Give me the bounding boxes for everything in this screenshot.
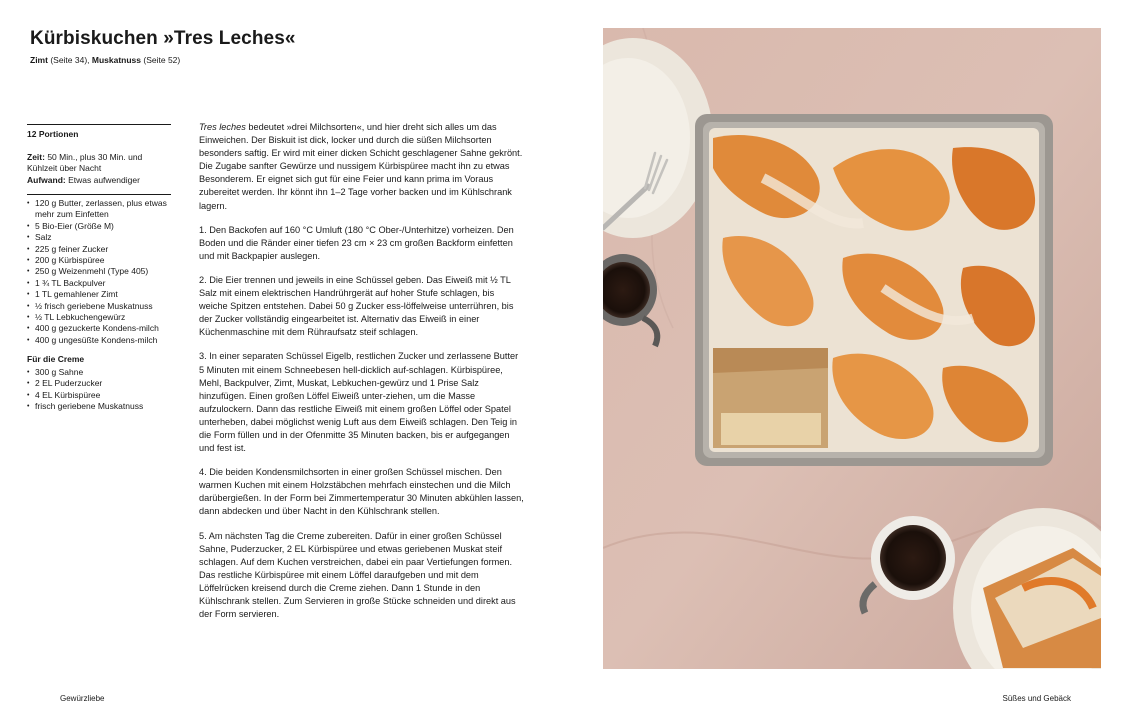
ingredient-item: • 1 ¾ TL Backpulver [27,278,171,289]
ingredient-item: • 1 TL gemahlener Zimt [27,289,171,300]
portions: 12 Portionen [27,129,79,139]
step-3: 3. In einer separaten Schüssel Eigelb, restlichen Zucker und zerlassene Butter 5 Minuten mit einem Schneebesen hell-dicklich auf-schlagen. Kürbispüree, Mehl, Backpulver, Zimt, Muskat, Lebkuchen-gewürz und 1 Prise Salz hinzufügen. Einen großen Löffel Eiweiß unter-ziehen, um die Masse aufzulockern. Dann das restliche Eiweiß mit einem großen Löffel oder Spatel unterheben, dabei möglichst wenig Luft aus dem Eiweiß schlagen. Den Teig in die Form füllen und in der Ofenmitte 35 Minuten backen, bis er aufgegangen und fest ist. [199,351,519,454]
ingredient-item: • 5 Bio-Eier (Größe M) [27,221,171,232]
step-5: 5. Am nächsten Tag die Creme zubereiten. Dafür in einer großen Schüssel Sahne, Puderzucker, 2 EL Kürbispüree und etwas geriebenen Muskat steif schlagen. Auf dem Kuchen verstreichen, dabei ein paar Vertiefungen formen. Das restliche Kürbispüree mit einem Löffel daraufgeben und mit dem Löffelrücken kreisend durch die Creme ziehen. Dann 1 Stunde in den Kühlschrank stellen. Zum Servieren in große Stücke schneiden und direkt aus der Form servieren. [199,530,516,620]
intro-paragraph [199,121,525,213]
footer-book-title: Gewürzliebe [60,694,105,703]
ingredient-item: • Salz [27,232,171,243]
spice-cinnamon: Zimt [30,55,48,65]
effort-value: Etwas aufwendiger [65,174,140,185]
ingredient-item: • 250 g Weizenmehl (Type 405) [27,266,171,277]
spice-references [30,55,180,65]
footer-chapter: Süßes und Gebäck [1002,694,1071,703]
creme-ingredient-list [27,367,171,413]
ingredient-item: • 400 g ungesüßte Kondens-milch [27,335,171,346]
recipe-sidebar [27,124,171,412]
time-info [27,152,171,175]
creme-ingredient-item: • 2 EL Puderzucker [27,378,171,389]
time-label: Zeit: [27,151,45,162]
step-4: 4. Die beiden Kondensmilchsorten in einer großen Schüssel mischen. Den warmen Kuchen mit einem Holzstäbchen mehrfach einstechen und die Milch darübergießen. In der Form bei Zimmertemperatur 30 Minuten abkühlen lassen, dann abdecken und über Nacht in den Kühlschrank stellen. [199,467,524,517]
divider-top [27,124,171,125]
step-1: 1. Den Backofen auf 160 °C Umluft (180 °C Ober-/Unterhitze) vorheizen. Den Boden und die Ränder einer tiefen 23 cm × 23 cm großen Backform einfetten und mit Backpapier auslegen. [199,224,514,261]
ingredient-item: • ½ frisch geriebene Muskatnuss [27,301,171,312]
recipe-method [199,121,525,632]
ingredient-item: • 200 g Kürbispüree [27,255,171,266]
spice-nutmeg: Muskatnuss [91,55,142,65]
intro-italic: Tres leches [199,122,246,132]
creme-ingredient-item: • 300 g Sahne [27,367,171,378]
time-value: 50 Min., plus 30 Min. und Kühlzeit über Nacht [27,151,143,173]
cake-photo [603,28,1101,669]
ingredient-item: • 225 g feiner Zucker [27,244,171,255]
creme-heading: Für die Creme [27,354,85,365]
divider-ingredients [27,194,171,195]
ingredient-item: • 120 g Butter, zerlassen, plus etwas mehr zum Einfetten [27,198,171,221]
effort-info [27,175,171,187]
creme-ingredient-item: • 4 EL Kürbispüree [27,390,171,401]
effort-label: Aufwand: [27,174,66,185]
creme-ingredient-item: • frisch geriebene Muskatnuss [27,401,171,412]
step-2: 2. Die Eier trennen und jeweils in eine Schüssel geben. Das Eiweiß mit ½ TL Salz mit einem elektrischen Handrührgerät auf hoher Stufe schlagen, bis weiche Spitzen entstehen. Dabei 50 g Zucker ess-löffelweise unterrühren, bis der Zucker vollständig eingearbeitet ist. Alternativ das Eiweiß in einer Küchenmaschine mit dem Rühraufsatz steif schlagen. [199,274,514,338]
spice-cinnamon-page: (Seite 34), [47,55,92,65]
ingredient-item: • 400 g gezuckerte Kondens-milch [27,323,171,334]
intro-text: bedeutet »drei Milchsorten«, und hier dreht sich alles um das Einweichen. Der Biskuit ist dick, locker und durch die süßen Milchsorten besonders saftig. Er wird mit einer dicken Schicht geschlagener Sahne gekrönt. Die Zugabe sanfter Gewürze und nussigem Kürbispüree macht ihn zu etwas Besonderem. Er eignet sich gut für eine Feier und kann prima im Voraus zubereitet werden. Ihr könnt ihn 1–2 Tage vorher backen und im Kühlschrank lagern. [199,122,523,211]
ingredient-item: • ½ TL Lebkuchengewürz [27,312,171,323]
recipe-title: Kürbiskuchen »Tres Leches« [30,28,296,49]
ingredient-list [27,198,171,346]
spice-nutmeg-page: (Seite 52) [141,55,181,65]
